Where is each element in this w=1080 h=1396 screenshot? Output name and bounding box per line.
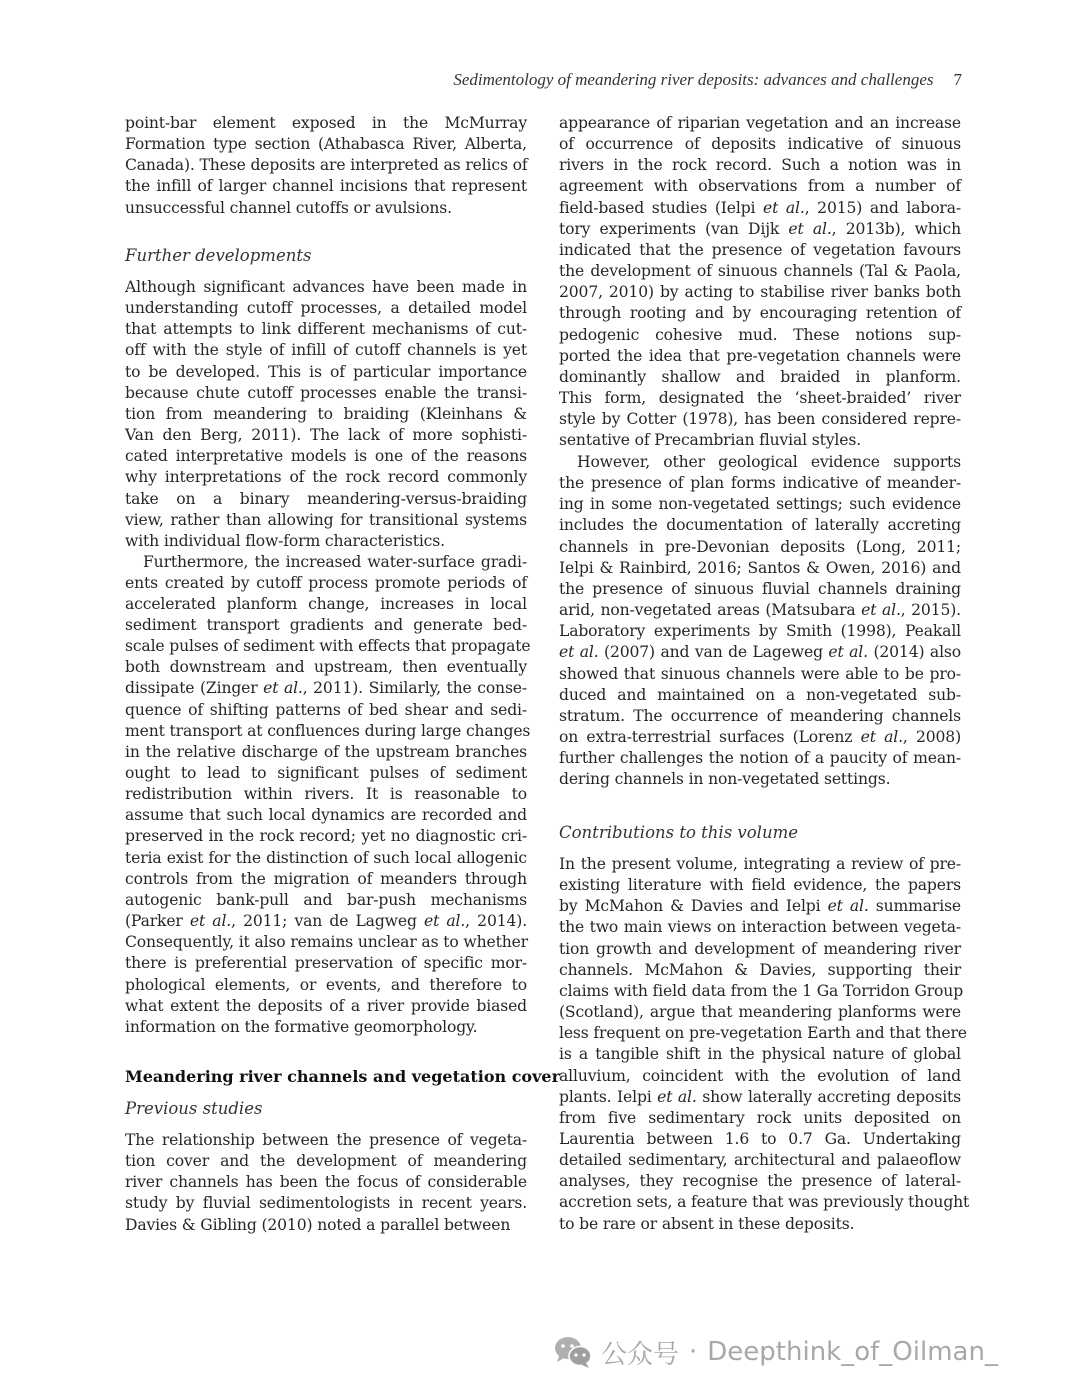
text-line: that attempts to link different mechanisms of cut- (125, 320, 527, 339)
text-line: information on the formative geomorphology. (125, 1017, 478, 1036)
right-column (559, 0, 970, 1396)
text-line: with individual flow-form characteristics. (125, 531, 445, 550)
text-line: Ielpi & Rainbird, 2016; Santos & Owen, 2016) and (559, 558, 961, 577)
text-line: the infill of larger channel incisions that represent (125, 177, 527, 196)
text-line: the development of sinuous channels (Tal & Paola, (559, 262, 961, 281)
text-line: is a tangible shift in the physical nature of global (559, 1045, 961, 1064)
text-line: phological elements, or events, and therefore to (125, 975, 527, 994)
text-line: sentative of Precambrian fluvial styles. (559, 431, 862, 450)
text-line: dering channels in non-vegetated settings. (559, 770, 891, 789)
citation-et-al: et al. (423, 912, 466, 931)
text-line: agreement with observations from a number of (559, 177, 961, 196)
text-line: plants. Ielpi et al. show laterally accreting deposits (559, 1087, 961, 1106)
text-line: there is preferential preservation of specific mor- (125, 954, 527, 973)
text-line: channels. McMahon & Davies, supporting their (559, 960, 961, 979)
text-line: tion cover and the development of meandering (125, 1152, 527, 1171)
text-line: view, rather than allowing for transitional systems (125, 510, 527, 529)
text-line: The relationship between the presence of vegeta- (125, 1131, 527, 1149)
watermark-account: Deepthink_of_Oilman_ (707, 1337, 998, 1367)
left-column (125, 0, 561, 1396)
text-line: Laurentia between 1.6 to 0.7 Ga. Undertaking (559, 1129, 961, 1148)
text-line: stratum. The occurrence of meandering channels (559, 706, 961, 725)
text-line: Laboratory experiments by Smith (1998), Peakall (559, 622, 961, 641)
text-line: point-bar element exposed in the McMurray (125, 114, 527, 132)
watermark-label: 公众号 (601, 1339, 680, 1370)
text-line: rivers in the rock record. Such a notion was in (559, 156, 961, 175)
text-line: (Scotland), argue that meandering planforms were (559, 1003, 961, 1022)
text-line: on extra-terrestrial surfaces (Lorenz et al., 2008) (559, 727, 961, 746)
text-line: redistribution within rivers. It is reasonable to (125, 785, 527, 804)
text-line: channels in pre-Devonian deposits (Long, 2011; (559, 537, 961, 556)
text-line: unsuccessful channel cutoffs or avulsions. (125, 198, 452, 217)
text-line: sediment transport gradients and generate bed- (125, 615, 527, 634)
text-line: ought to lead to significant pulses of sediment (125, 764, 527, 782)
text-line: why interpretations of the rock record commonly (125, 468, 527, 487)
text-line: cated interpretative models is one of the reasons (125, 447, 527, 466)
text-line: because chute cutoff processes enable the transi- (125, 383, 527, 402)
watermark-separator: · (689, 1337, 698, 1367)
text-line: Davies & Gibling (2010) noted a parallel between (125, 1215, 511, 1234)
text-line: analyses, they recognise the presence of lateral- (559, 1172, 961, 1191)
text-line: understanding cutoff processes, a detailed model (125, 299, 527, 318)
text-line: detailed sedimentary, architectural and palaeoflow (559, 1151, 961, 1170)
text-line: ents created by cutoff process promote periods of (125, 573, 527, 592)
text-line: duced and maintained on a non-vegetated sub- (559, 685, 961, 704)
running-head-title: Sedimentology of meandering river deposits: advances and challenges (453, 70, 934, 89)
page-number: 7 (953, 70, 962, 89)
text-line: tory experiments (van Dijk et al., 2013b), which (559, 219, 961, 238)
text-line: (Parker et al., 2011; van de Lagweg et al., 2014). (125, 912, 527, 931)
text-line: both downstream and upstream, then eventually (125, 658, 527, 677)
text-line: controls from the migration of meanders through (125, 869, 527, 888)
text-line: indicated that the presence of vegetation favours (559, 240, 961, 259)
text-line: accelerated planform change, increases in local (125, 594, 527, 613)
text-line: quence of shifting patterns of bed shear and sedi- (125, 700, 527, 719)
text-line: style by Cotter (1978), has been considered repre- (559, 410, 961, 429)
text-line: This form, designated the ‘sheet-braided’ river (559, 388, 961, 407)
text-line: Formation type section (Athabasca River, Alberta, (125, 135, 527, 154)
text-line: Consequently, it also remains unclear as to whether (125, 933, 528, 952)
text-line: to be rare or absent in these deposits. (559, 1214, 855, 1233)
text-line: river channels has been the focus of considerable (125, 1173, 527, 1192)
citation-et-al: et al. (827, 897, 869, 916)
text-line: tion growth and development of meandering river (559, 939, 961, 958)
text-line: off with the style of infill of cutoff channels is yet (125, 341, 527, 360)
text-line: take on a binary meandering-versus-braiding (125, 489, 527, 508)
text-line: the presence of plan forms indicative of meander- (559, 474, 961, 493)
text-line: further challenges the notion of a paucity of mean- (559, 749, 961, 768)
text-line: by McMahon & Davies and Ielpi et al. summarise (559, 897, 962, 916)
subheading-contributions: Contributions to this volume (559, 823, 798, 842)
citation-et-al: et al. (559, 643, 599, 662)
text-line: study by fluvial sedimentologists in recent years. (125, 1194, 527, 1213)
subheading-further-developments: Further developments (125, 246, 312, 265)
text-line: assume that such local dynamics are recorded and (125, 806, 527, 825)
section-heading-vegetation: Meandering river channels and vegetation cover (125, 1067, 561, 1086)
text-line: the presence of sinuous fluvial channels draining (559, 579, 961, 598)
text-line: alluvium, coincident with the evolution of land (559, 1066, 961, 1085)
subheading-previous-studies: Previous studies (125, 1099, 263, 1118)
citation-et-al: et al. (861, 601, 901, 620)
citation-et-al: et al. (763, 198, 805, 217)
text-line: pedogenic cohesive mud. These notions sup- (559, 325, 961, 344)
text-line: scale pulses of sediment with effects that propagate (125, 637, 531, 656)
text-line: dominantly shallow and braided in planform. (559, 367, 961, 386)
text-line: of occurrence of deposits indicative of sinuous (559, 135, 961, 154)
text-line: However, other geological evidence supports (577, 453, 961, 471)
text-line: tion from meandering to braiding (Kleinhans & (125, 404, 527, 423)
text-line: Although significant advances have been made in (125, 278, 527, 296)
text-line: Furthermore, the increased water-surface gradi- (143, 552, 527, 571)
text-line: et al. (2007) and van de Lageweg et al. (2014) also (559, 643, 961, 662)
citation-et-al: et al. (828, 643, 868, 662)
text-line: preserved in the rock record; yet no diagnostic cri- (125, 827, 527, 846)
wechat-icon (553, 1335, 593, 1369)
text-line: In the present volume, integrating a review of pre- (559, 855, 961, 873)
text-line: through rooting and by encouraging retention of (559, 304, 961, 323)
text-line: includes the documentation of laterally accreting (559, 516, 961, 535)
text-line: claims with field data from the 1 Ga Torridon Group (559, 981, 964, 1000)
text-line: appearance of riparian vegetation and an increase (559, 114, 961, 132)
text-line: less frequent on pre-vegetation Earth and that there (559, 1024, 967, 1043)
text-line: in the relative discharge of the upstream branches (125, 742, 527, 761)
text-line: Van den Berg, 2011). The lack of more sophisti- (125, 426, 527, 445)
text-line: what extent the deposits of a river provide biased (125, 996, 527, 1015)
text-line: Canada). These deposits are interpreted as relics of (125, 156, 528, 175)
citation-et-al: et al. (788, 219, 832, 238)
watermark (553, 1334, 998, 1370)
text-line: field-based studies (Ielpi et al., 2015) and labora- (559, 198, 962, 217)
citation-et-al: et al. (860, 727, 903, 746)
text-line: showed that sinuous channels were able to be pro- (559, 664, 961, 683)
text-line: ing in some non-vegetated settings; such evidence (559, 495, 961, 514)
text-line: ment transport at confluences during large changes (125, 721, 531, 740)
text-line: accretion sets, a feature that was previously thought (559, 1193, 970, 1212)
text-line: arid, non-vegetated areas (Matsubara et al., 2015). (559, 601, 961, 620)
text-line: the two main views on interaction between vegeta- (559, 918, 961, 937)
text-line: from five sedimentary rock units deposited on (559, 1108, 961, 1127)
text-line: autogenic bank-pull and bar-push mechanisms (125, 890, 527, 909)
text-line: existing literature with field evidence, the papers (559, 876, 961, 895)
citation-et-al: et al. (189, 912, 232, 931)
text-line: teria exist for the distinction of such local allogenic (125, 848, 527, 867)
citation-et-al: et al. (263, 679, 303, 698)
text-line: ported the idea that pre-vegetation channels were (559, 346, 961, 365)
text-line: to be developed. This is of particular importance (125, 362, 527, 381)
text-line: 2007, 2010) by acting to stabilise river banks both (559, 283, 961, 302)
text-line: dissipate (Zinger et al., 2011). Similarly, the conse- (125, 679, 527, 698)
citation-et-al: et al. (657, 1087, 697, 1106)
